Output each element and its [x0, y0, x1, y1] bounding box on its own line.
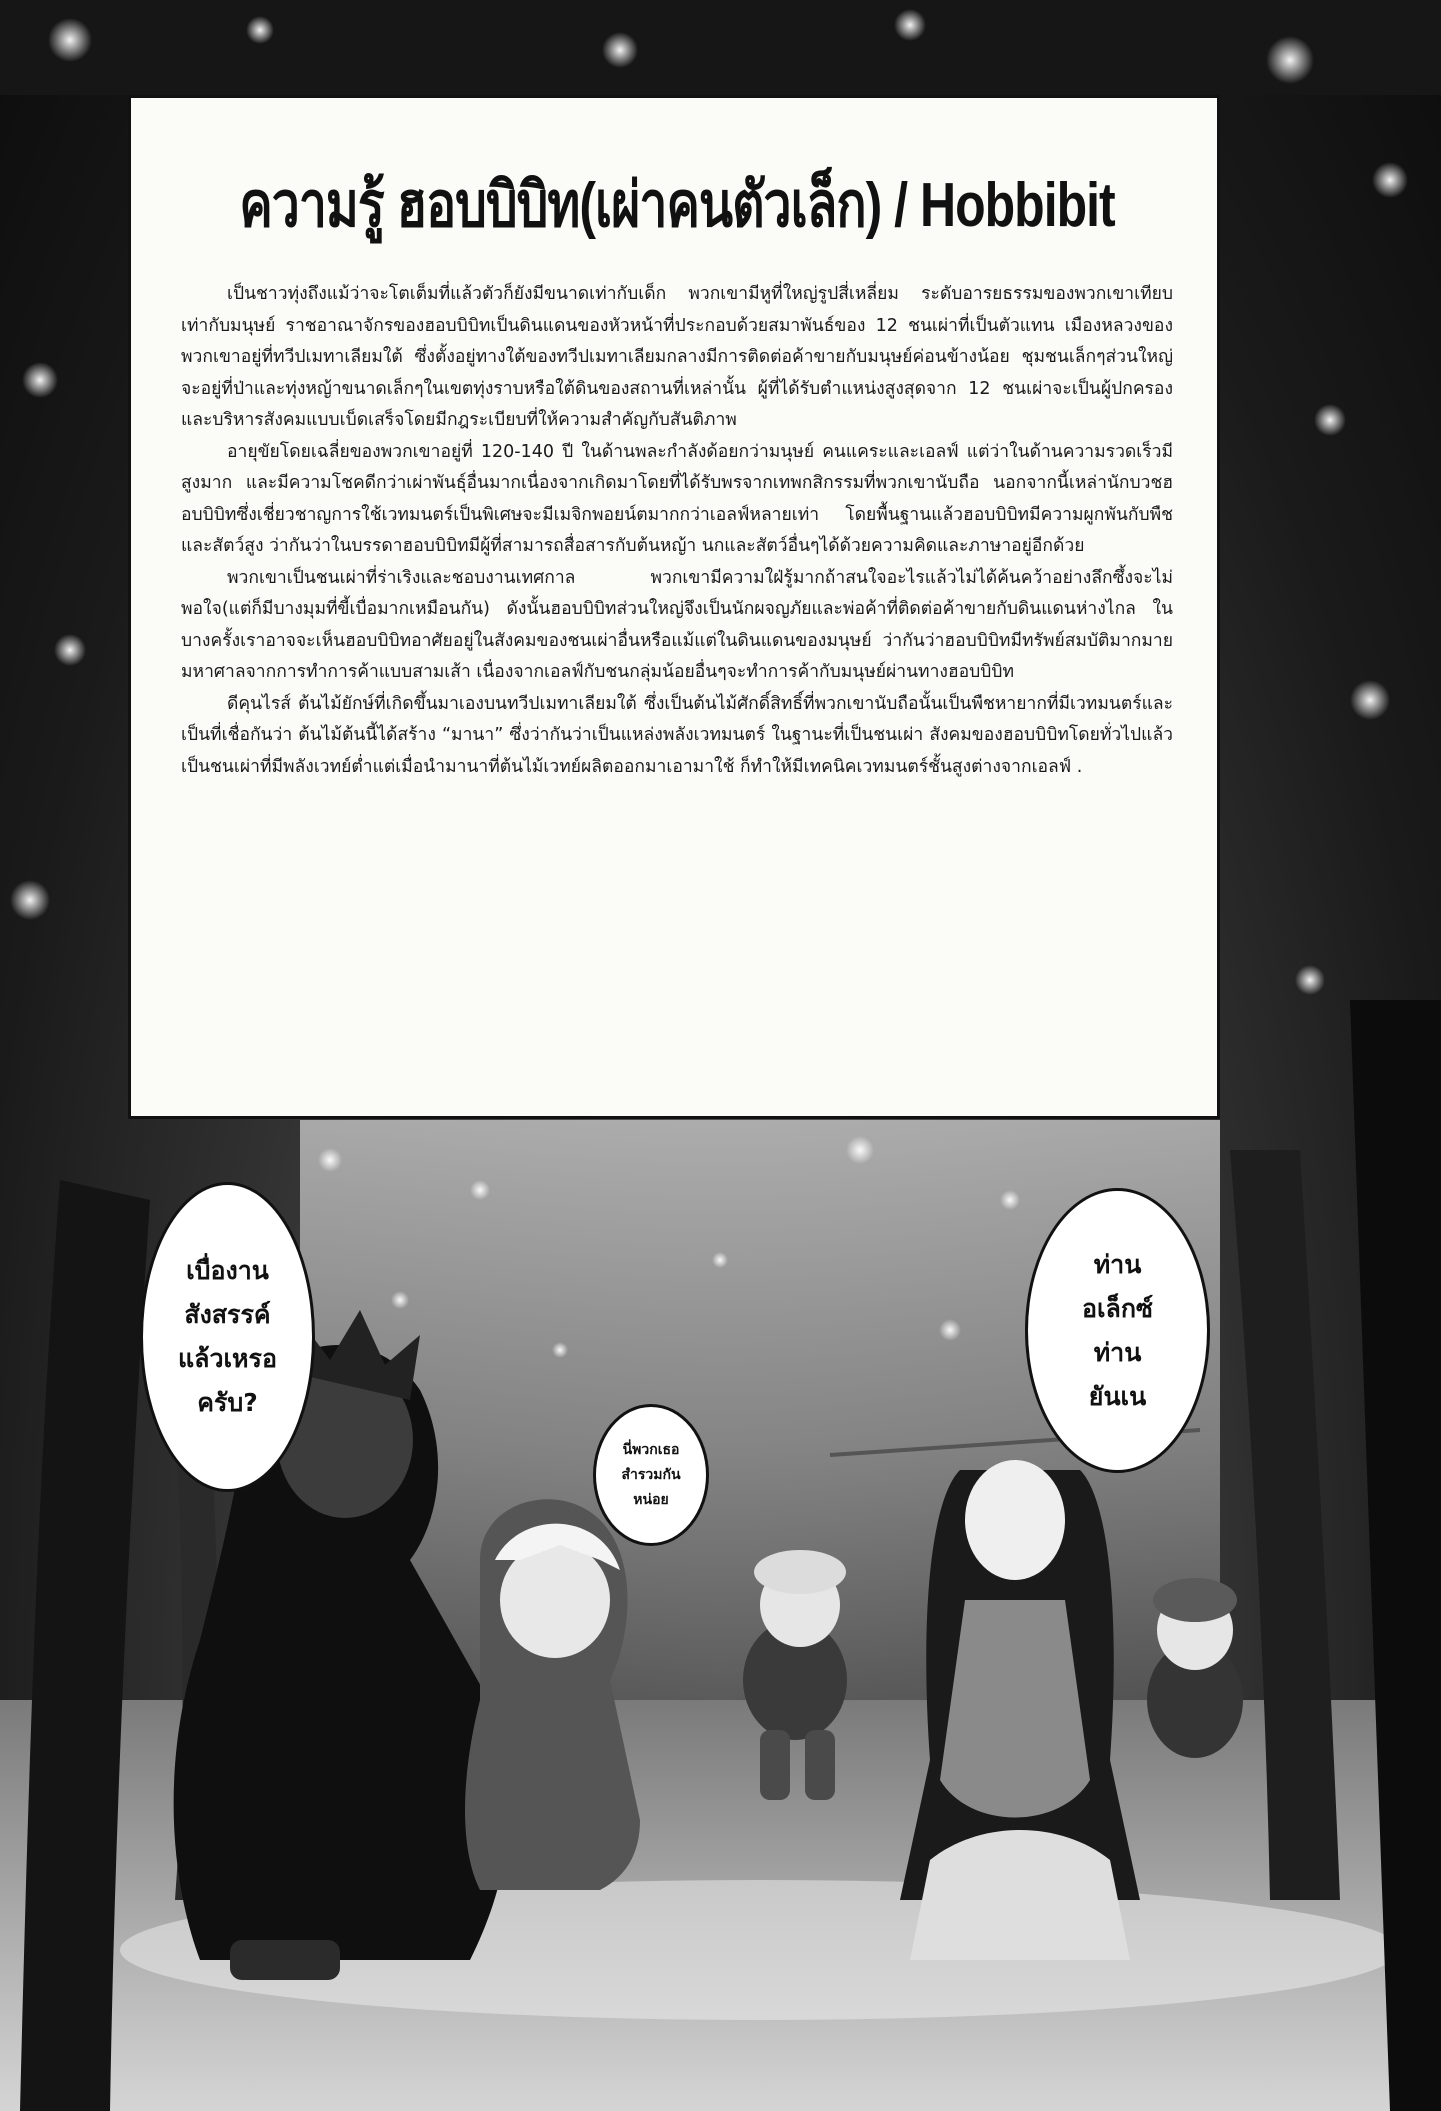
speech-bubble-right [1025, 1188, 1210, 1473]
info-text-box [128, 95, 1220, 1119]
article-title: ความรู้ ฮอบบิบิท(เผ่าคนตัวเล็ก) / Hobbibit [239, 169, 1115, 240]
article-paragraph: อายุขัยโดยเฉลี่ยของพวกเขาอยู่ที่ 120-140 ปี ในด้านพละกำลังด้อยกว่ามนุษย์ คนแคระและเอลฟ์ แต่ว่าในด้านความรวดเร็วมีสูงมาก และมีความโชคดีกว่าเผ่าพันธุ์อื่นมากเนื่องจากเกิดมาโดยที่ได้รับพรจากเทพกสิกรรมที่พวกเขานับถือ นอกจากนี้เหล่านักบวชฮอบบิบิทซึ่งเชี่ยวชาญการใช้เวทมนตร์เป็นพิเศษจะมีเมจิกพอยน์ตมากกว่าเอลฟ์หลายเท่า โดยพื้นฐานแล้วฮอบบิบิทมีความผูกพันกับพืชและสัตว์สูง ว่ากันว่าในบรรดาฮอบบิบิทมีผู้ที่สามารถสื่อสารกับต้นหญ้า นกและสัตว์อื่นๆได้ด้วยความคิดและภาษาอยู่อีกด้วย [181, 441, 1173, 556]
speech-bubble-text: นี่พวกเธอ สำรวมกัน หน่อย [621, 1441, 681, 1508]
article-paragraph: พวกเขาเป็นชนเผ่าที่ร่าเริงและชอบงานเทศกาล พวกเขามีความใฝ่รู้มากถ้าสนใจอะไรแล้วไม่ได้ค้นคว้าอย่างลึกซึ้งจะไม่พอใจ(แต่ก็มีบางมุมที่ขี้เบื่อมากเหมือนกัน) ดังนั้นฮอบบิบิทส่วนใหญ่จึงเป็นนักผจญภัยและพ่อค้าที่ติดต่อค้าขายกับดินแดนห่างไกล ในบางครั้งเราอาจจะเห็นฮอบบิบิทอาศัยอยู่ในสังคมของชนเผ่าอื่นหรือแม้แต่ในดินแดนของมนุษย์ ว่ากันว่าฮอบบิบิทมีทรัพย์สมบัติมากมายมหาศาลจากการทำการค้าแบบสามเส้า เนื่องจากเอลฟ์กับชนกลุ่มน้อยอื่นๆจะทำการค้ากับมนุษย์ผ่านทางฮอบบิบิท [181, 567, 1173, 682]
hobbibit-character-2 [1147, 1578, 1243, 1758]
article-paragraph: ดีคุนไรส์ ต้นไม้ยักษ์ที่เกิดขึ้นมาเองบนทวีปเมทาเลียมใต้ ซึ่งเป็นต้นไม้ศักดิ์สิทธิ์ที่พวกเขานับถือนั้นเป็นพืชหายากที่มีเวทมนตร์และเป็นที่เชื่อกันว่า ต้นไม้ต้นนี้ได้สร้าง “มานา” ซึ่งว่ากันว่าเป็นแหล่งพลังเวทมนตร์ ในฐานะที่เป็นชนเผ่า สังคมของฮอบบิบิทโดยทั่วไปแล้วเป็นชนเผ่าที่มีพลังเวทย์ต่ำแต่เมื่อนำมานาที่ต้นไม้เวทย์ผลิตออกมาเอามาใช้ ก็ทำให้มีเทคนิคเวทมนตร์ชั้นสูงต่างจากเอลฟ์ . [181, 693, 1173, 777]
article-paragraph: เป็นชาวทุ่งถึงแม้ว่าจะโตเต็มที่แล้วตัวก็ยังมีขนาดเท่ากับเด็ก พวกเขามีหูที่ใหญ่รูปสี่เหลี่ยม ระดับอารยธรรมของพวกเขาเทียบเท่ากับมนุษย์ ราชอาณาจักรของฮอบบิบิทเป็นดินแดนของหัวหน้าที่ประกอบด้วยสมาพันธ์ของ 12 ชนเผ่าที่เป็นตัวแทน เมืองหลวงของพวกเขาอยู่ที่ทวีปเมทาเลียมใต้ ซึ่งตั้งอยู่ทางใต้ของทวีปเมทาเลียมกลางมีการติดต่อค้าขายกับมนุษย์ค่อนข้างน้อย ชุมชนเล็กๆส่วนใหญ่จะอยู่ที่ป่าและทุ่งหญ้าขนาดเล็กๆในเขตทุ่งราบหรือใต้ดินของสถานที่เหล่านั้น ผู้ที่ได้รับตำแหน่งสูงสุดจาก 12 ชนเผ่าจะเป็นผู้ปกครองและบริหารสังคมแบบเบ็ดเสร็จโดยมีกฎระเบียบที่ให้ความสำคัญกับสันติภาพ [181, 284, 1173, 430]
speech-bubble-small [593, 1404, 709, 1546]
speech-bubble-text: เบื่องาน สังสรรค์ แล้วเหรอ ครับ? [178, 1256, 277, 1417]
speech-bubble-left [140, 1182, 315, 1492]
speech-bubble-text: ท่าน อเล็กซ์ ท่าน ยันเน [1082, 1249, 1153, 1411]
